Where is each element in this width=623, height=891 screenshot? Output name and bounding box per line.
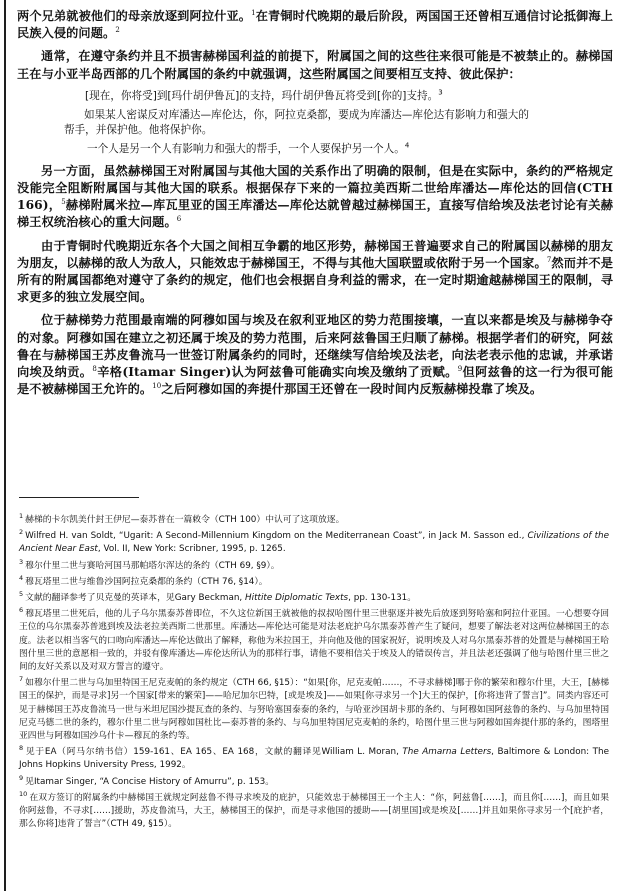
footnote-3: $^3$ 穆尔什里二世与赛哈河国马那帕塔尔浑达的条约（CTH 69, §9）。 xyxy=(19,557,280,571)
footnote-ref-8[interactable]: 8 xyxy=(92,364,97,373)
footnote-ref-9[interactable]: 9 xyxy=(457,364,463,373)
footnote-10: $^{10}$ 在双方签订的附属条约中赫梯国王就规定阿兹鲁不得寻求埃及的庇护，只能效忠于赫梯国王一个主人：“你，阿兹鲁[……]，而且你[……]，而且如果你阿兹鲁，不寻求[……]援助，苏皮鲁流马，大王，赫梯国王的保护，而是寻求他国的援助——[胡里国]或是埃及[……]并且如果你寻求另一个[庇护者，那么你将]违背了誓言”（CTH 49, §15）。 xyxy=(19,789,609,830)
footnote-ref-1[interactable]: 1 xyxy=(251,8,256,17)
quote-2-continued: 帮手，并保护他。他将保护你。 xyxy=(64,123,213,136)
footnote-6: $^6$ 穆瓦塔里二世死后，他的儿子乌尔黑泰苏普即位，不久这位新国王就被他的叔叔哈图什里三世驱逐并被先后放逐到努哈塞和阿拉什亚国。一心想要夺回王位的乌尔黑泰苏普逃到埃及法老拉美西斯二世那里。库潘达—库伦达可能是对法老庇护乌尔黑泰苏普产生了疑问，想要了解法老对这两位赫梯国王的态度。法老以相当客气的口吻向库潘达—库伦达做出了解释，称他为米拉国王，并向他及他的国家祝好，说明埃及人对乌尔黑泰苏普的处置是与赫梯国王哈图什里三世的意愿相一致的，并驳有像库潘达—库伦达所认为的那样行事，请他不要相信关于埃及人的错误传言，并且法老还强调了他与哈图什里三世之间的友好关系以及对双方誓言的遵守。 xyxy=(19,606,609,673)
footnotes xyxy=(19,514,609,834)
quote-2: 如果某人密谋反对库潘达—库伦达，你，阿拉克桑都，要成为库潘达—库伦达有影响力和强大的 xyxy=(84,108,529,121)
footnote-9: $^9$ 见Itamar Singer, “A Concise History of Amurru”, p. 153。 xyxy=(19,773,275,787)
paragraph-2: 通常，在遵守条约并且不损害赫梯国利益的前提下，附属国之间的这些往来很可能是不被禁止的。赫梯国王在与小亚半岛西部的几个附属国的条约中就强调，这些附属国之间要相互支持、彼此保护： xyxy=(17,49,613,81)
quote-1: [现在，你将受]到[玛什胡伊鲁瓦]的支持，玛什胡伊鲁瓦将受到[你的]支持。$^3$ xyxy=(85,88,443,102)
main-text xyxy=(17,8,613,404)
footnote-1: $^1$ 赫梯的卡尔凯美什封王伊尼—泰苏普在一篇敕令（CTH 100）中认可了这项放逐。 xyxy=(19,512,345,525)
footnote-ref-2[interactable]: 2 xyxy=(115,26,120,35)
paragraph-3: 另一方面，虽然赫梯国王对附属国与其他大国的关系作出了明确的限制，但是在实际中，条约的严格规定没能完全阻断附属国与其他大国的联系。根据保存下来的一篇拉美西斯二世给库潘达—库伦达的回信(CTH 166)，$^5$赫梯附属米拉—库瓦里亚的国王库潘达—库伦达就曾越过赫梯国王，直接写信给埃及法老讨论有关赫梯王权统治核心的重大问题。$^6$ xyxy=(17,163,613,230)
paragraph-4: 由于青铜时代晚期近东各个大国之间相互争霸的地区形势，赫梯国王普遍要求自己的附属国以赫梯的朋友为朋友，以赫梯的敌人为敌人，只能效忠于赫梯国王，不得与其他大国联盟或依附于另一个国家。$^7$然而并不是所有的附属国都绝对遵守了条约的规定，他们也会根据自身利益的需求，在一定时期逾越赫梯国王的限制，寻求更多的独立发展空间。 xyxy=(17,238,613,305)
footnote-4: $^4$ 穆瓦塔里二世与维鲁沙国阿拉克桑都的条约（CTH 76, §14）。 xyxy=(19,573,268,587)
quote-3: 一个人是另一个人有影响力和强大的帮手，一个人要保护另一个人。$^4$ xyxy=(87,141,410,155)
footnote-ref-3[interactable]: 3 xyxy=(438,88,443,97)
footnote-7: $^7$ 如穆尔什里二世与乌加里特国王尼克麦帕的条约规定（CTH 66, §15）：“如果[你，尼克麦帕……，不寻求赫梯]哪于你的繁荣和穆尔什里，大王，[赫梯国王的保护，而是寻求]另一个国家[带来的繁荣]——哈尼加尔巴特，[或是埃及]——如果[你寻求另一个]大王的保护，[你将违背了誓言]”。同类内容还可见于赫梯国王苏皮鲁流马一世与米坦尼国沙提瓦查的条约、与努哈塞国泰泰的条约，与哈亚沙国胡卡那的条约、与阿穆如国阿兹鲁的条约、与乌加里特国尼克马德二世的条约，穆尔什里二世与阿穆如国杜比—泰苏普的条约、与乌加里特国尼克麦帕的条约，哈图什里三世与阿穆如国奔提什那的条约，图塔里亚四世与阿穆如国沙乌什卡—穆瓦的条约等。 xyxy=(19,675,609,742)
paragraph-5: 位于赫梯势力范围最南端的阿穆如国与埃及在叙利亚地区的势力范围接壤，一直以来都是埃及与赫梯争夺的对象。阿穆如国在建立之初还属于埃及的势力范围，后来阿兹鲁国王归顺了赫梯。根据学者们的研究，阿兹鲁在与赫梯国王苏皮鲁流马一世签订附属条约的同时，还继续写信给埃及法老，向法老表示他的忠诚，并承诺向埃及纳贡。$^8$辛格(Itamar Singer)认为阿兹鲁可能确实向埃及缴纳了贡赋。$^9$但阿兹鲁的这一行为很可能是不被赫梯国王允许的。$^{10}$之后阿穆如国的奔提什那国王还曾在一段时间内反叛赫梯投靠了埃及。 xyxy=(17,313,613,397)
footnote-separator xyxy=(19,497,139,498)
footnote-ref-7[interactable]: 7 xyxy=(546,255,552,264)
footnote-2: $^2$ Wilfred H. van Soldt, “Ugarit: A Second-Millennium Kingdom on the Mediterranean Coast”, in Jack M. Sasson ed., Civilizations of the Ancient Near East, Vol. II, New York: Scribner, 1995, p. 1265. xyxy=(19,528,610,555)
page-edge-line xyxy=(4,0,6,891)
footnote-ref-6[interactable]: 6 xyxy=(176,215,182,224)
footnote-ref-5[interactable]: 5 xyxy=(61,198,66,207)
footnote-ref-4[interactable]: 4 xyxy=(404,141,410,150)
paragraph-1: 两个兄弟就被他们的母亲放逐到阿拉什亚。$^1$在青铜时代晚期的最后阶段，两国国王还曾相互通信讨论抵御海上民族入侵的问题。$^2$ xyxy=(17,8,613,41)
footnote-ref-10[interactable]: 10 xyxy=(152,382,162,391)
footnote-8: $^8$ 见于EA（阿马尔纳书信）159-161、EA 165、EA 168，文献的翻译见William L. Moran, The Amarna Letters, Baltimore & London: The Johns Hopkins University Press, 1992。 xyxy=(19,744,609,771)
footnote-5: $^5$ 文献的翻译参考了贝克曼的英译本，见Gary Beckman, Hittite Diplomatic Texts, pp. 130-131。 xyxy=(19,590,417,604)
